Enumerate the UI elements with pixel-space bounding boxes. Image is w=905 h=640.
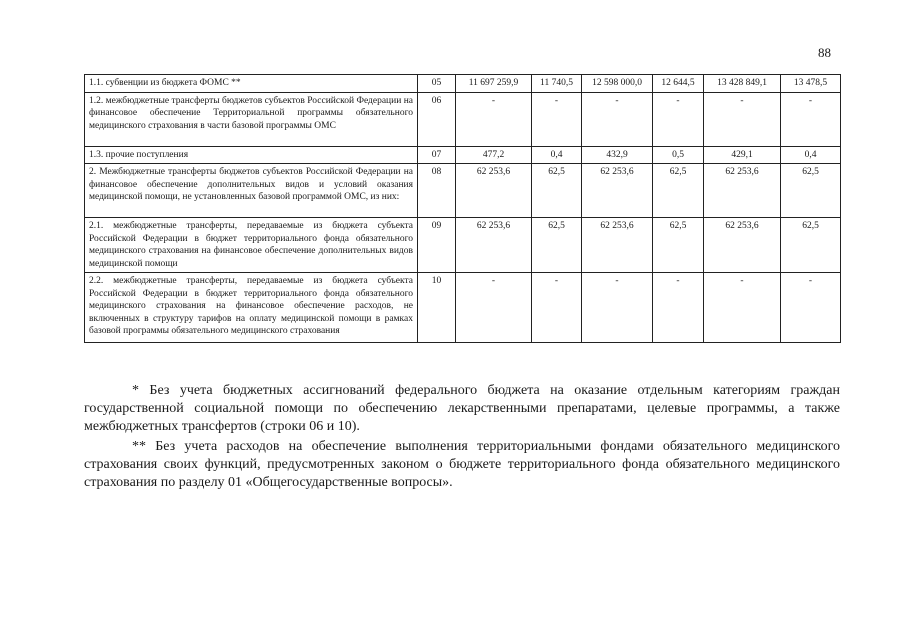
row-value-cell: - (456, 273, 532, 343)
row-value-cell: 0,5 (653, 146, 704, 164)
footnotes (84, 382, 840, 494)
row-value-cell: 62,5 (653, 164, 704, 218)
row-name-cell: 2. Межбюджетные трансферты бюджетов субъектов Российской Федерации на финансовое обеспечение дополнительных видов и условий оказания медицинской помощи, не установленных базовой программой ОМС, из них: (85, 164, 418, 218)
row-value-cell: 432,9 (582, 146, 653, 164)
row-value-cell: 62 253,6 (456, 164, 532, 218)
row-code-cell: 06 (418, 92, 456, 146)
footnote-foms-expenses: ** Без учета расходов на обеспечение выполнения территориальными фондами обязательного медицинского страхования своих функций, предусмотренных законом о бюджете территориального фонда обязательного медицинского страхования по разделу 01 «Общегосударственные вопросы». (84, 439, 840, 490)
footnote-federal-budget: * Без учета бюджетных ассигнований федерального бюджета на оказание отдельным категориям граждан государственной социальной помощи по обеспечению лекарственными препаратами, целевые программы, а также межбюджетных трансфертов (строки 06 и 10). (84, 383, 840, 434)
row-value-cell: 62 253,6 (456, 218, 532, 273)
row-value-cell: - (582, 273, 653, 343)
row-value-cell: 477,2 (456, 146, 532, 164)
row-code-cell: 10 (418, 273, 456, 343)
row-code-cell: 05 (418, 75, 456, 93)
row-value-cell: 62,5 (781, 218, 841, 273)
row-value-cell: 12 644,5 (653, 75, 704, 93)
row-value-cell: - (704, 92, 781, 146)
page-number: 88 (818, 45, 831, 60)
row-code-cell: 07 (418, 146, 456, 164)
row-value-cell: 62 253,6 (582, 164, 653, 218)
row-value-cell: 13 428 849,1 (704, 75, 781, 93)
row-value-cell: 11 740,5 (532, 75, 582, 93)
row-value-cell: 62 253,6 (582, 218, 653, 273)
row-value-cell: 0,4 (781, 146, 841, 164)
row-code-cell: 08 (418, 164, 456, 218)
table-row (85, 92, 841, 146)
table-row (85, 75, 841, 93)
row-code-cell: 09 (418, 218, 456, 273)
row-value-cell: - (532, 92, 582, 146)
table-row (85, 218, 841, 273)
row-value-cell: 12 598 000,0 (582, 75, 653, 93)
row-value-cell: 62,5 (781, 164, 841, 218)
row-value-cell: 13 478,5 (781, 75, 841, 93)
row-value-cell: 11 697 259,9 (456, 75, 532, 93)
budget-table (84, 74, 841, 343)
row-value-cell: 429,1 (704, 146, 781, 164)
row-name-cell: 1.1. субвенции из бюджета ФОМС ** (85, 75, 418, 93)
row-value-cell: 62 253,6 (704, 164, 781, 218)
row-value-cell: - (582, 92, 653, 146)
row-name-cell: 1.2. межбюджетные трансферты бюджетов субъектов Российской Федерации на финансовое обеспечение Территориальной программы обязательного медицинского страхования в части базовой программы ОМС (85, 92, 418, 146)
row-value-cell: 0,4 (532, 146, 582, 164)
row-value-cell: 62,5 (532, 164, 582, 218)
row-value-cell: 62,5 (653, 218, 704, 273)
row-value-cell: - (653, 273, 704, 343)
row-value-cell: - (532, 273, 582, 343)
row-value-cell: - (781, 92, 841, 146)
row-value-cell: 62,5 (532, 218, 582, 273)
table-row (85, 146, 841, 164)
row-value-cell: - (704, 273, 781, 343)
row-name-cell: 2.1. межбюджетные трансферты, передаваемые из бюджета субъекта Российской Федерации в бюджет территориального фонда обязательного медицинского страхования на финансовое обеспечение дополнительных видов медицинской помощи (85, 218, 418, 273)
table-row (85, 273, 841, 343)
row-name-cell: 2.2. межбюджетные трансферты, передаваемые из бюджета субъекта Российской Федерации в бюджет территориального фонда обязательного медицинского страхования на финансовое обеспечение расходов, не включенных в структуру тарифов на оплату медицинской помощи в рамках базовой программы обязательного медицинского страхования (85, 273, 418, 343)
row-name-cell: 1.3. прочие поступления (85, 146, 418, 164)
row-value-cell: - (456, 92, 532, 146)
table-row (85, 164, 841, 218)
row-value-cell: - (653, 92, 704, 146)
table-body (85, 75, 841, 343)
row-value-cell: - (781, 273, 841, 343)
row-value-cell: 62 253,6 (704, 218, 781, 273)
